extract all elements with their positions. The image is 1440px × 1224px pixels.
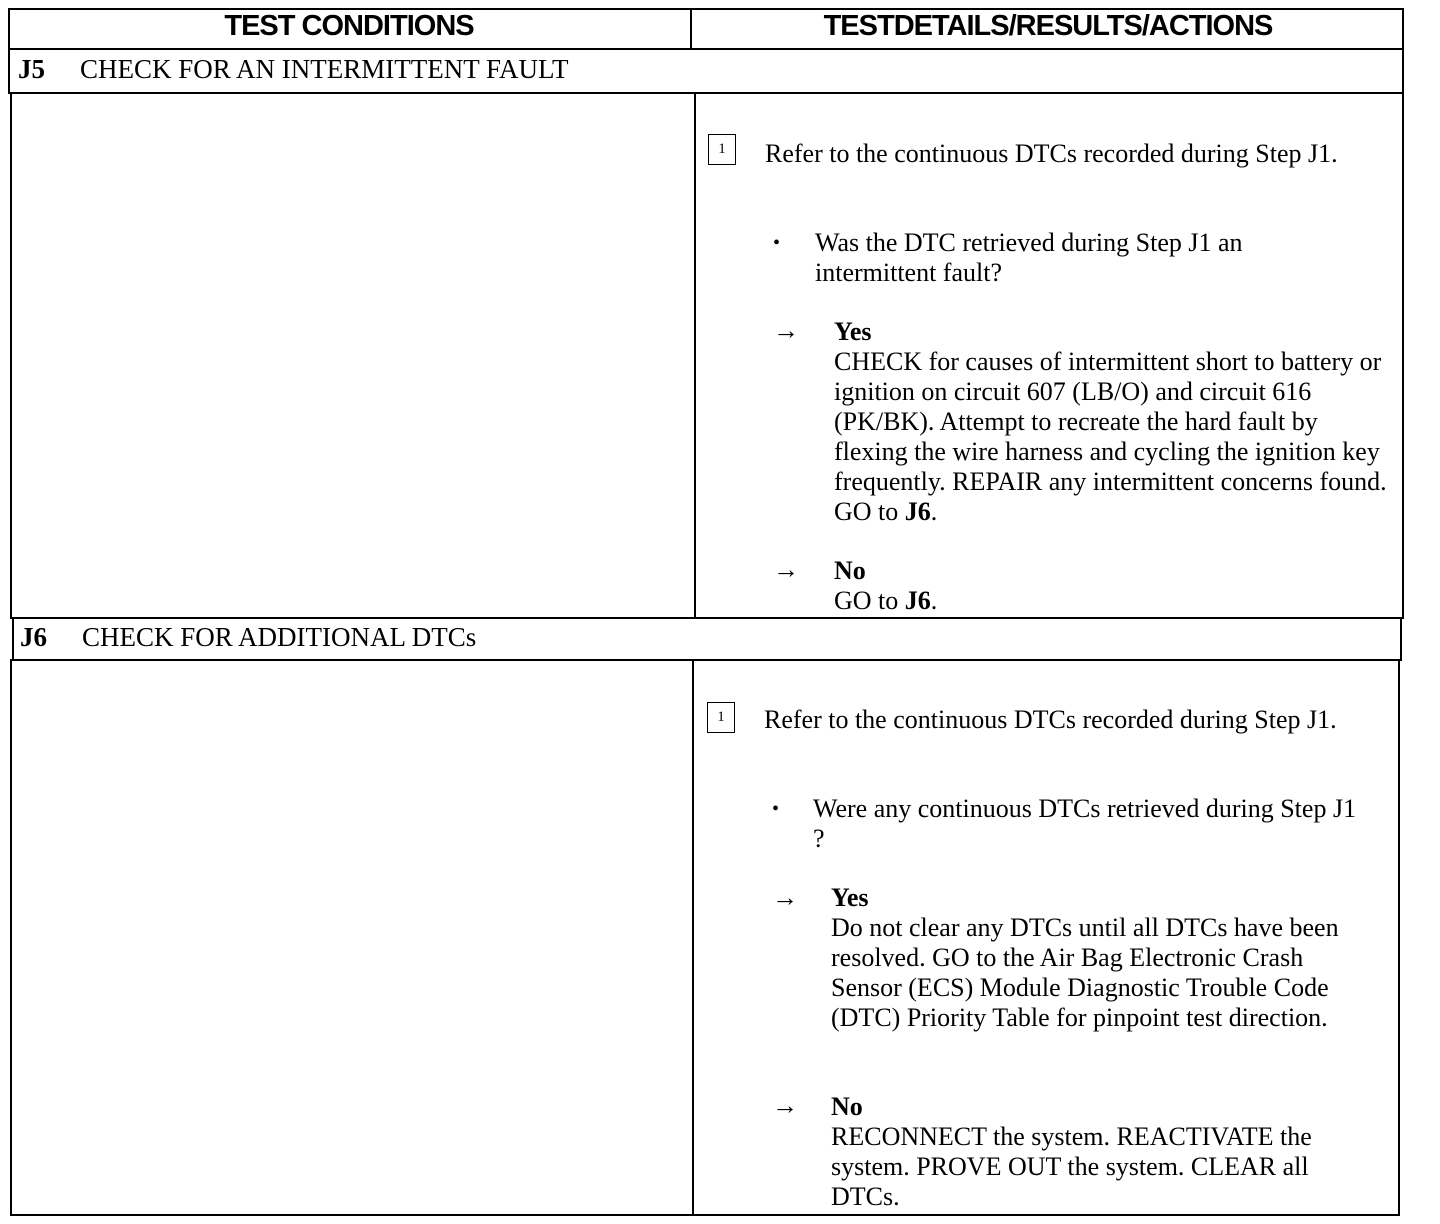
step-j6-question: Were any continuous DTCs retrieved during Step J1 ? xyxy=(813,794,1357,853)
step-j6-title xyxy=(20,622,476,653)
step-j5-bullet: • xyxy=(773,232,781,254)
step-j6-no-block xyxy=(831,1092,1371,1212)
step-j5-yes-block: Yes CHECK for causes of intermittent short to battery or ignition on circuit 607 (LB/O) and circuit 616 (PK/BK). Attempt to recreate the hard fault by flexing the wire harness and cycling the ignition key frequently. REPAIR any intermittent concerns found. GO to J6. xyxy=(834,317,1394,527)
step-j6-instruction: Refer to the continuous DTCs recorded during Step J1. xyxy=(764,705,1337,734)
step-j5-item-number: 1 xyxy=(708,134,736,165)
header-test-details: TESTDETAILS/RESULTS/ACTIONS xyxy=(823,10,1273,42)
step-j5-yes-arrow-icon: → xyxy=(773,316,799,345)
step-j5-no-block: No GO to J6. xyxy=(834,556,1394,616)
step-j5-yes-label: Yes xyxy=(834,317,872,346)
step-j5-no-text: GO to xyxy=(834,586,899,615)
step-j5-id: J5 xyxy=(18,54,45,84)
step-j6-id: J6 xyxy=(20,622,47,652)
step-j5-no-arrow-icon: → xyxy=(773,555,799,584)
step-j5-heading: CHECK FOR AN INTERMITTENT FAULT xyxy=(80,54,569,84)
step-j5-yes-text: CHECK for causes of intermittent short to battery or ignition on circuit 607 (LB/O) and circuit 616 (PK/BK). Attempt to recreate the hard fault by flexing the wire harness and cycling the ignition key frequently. REPAIR any intermittent concerns found. GO to xyxy=(834,347,1387,526)
step-j5-divider xyxy=(694,92,696,619)
step-j6-no-arrow-icon: → xyxy=(772,1091,798,1120)
step-j5-instruction: Refer to the continuous DTCs recorded during Step J1. xyxy=(765,139,1338,168)
step-j6-item-number: 1 xyxy=(707,702,735,733)
step-j5-yes-ref: J6 xyxy=(904,497,931,526)
header-test-conditions: TEST CONDITIONS xyxy=(224,10,474,42)
step-j6-no-label: No xyxy=(831,1092,863,1121)
step-j5-question: Was the DTC retrieved during Step J1 an intermittent fault? xyxy=(815,228,1243,287)
step-j5-no-ref: J6 xyxy=(904,586,931,615)
step-j6-yes-label: Yes xyxy=(831,883,869,912)
step-j5-title xyxy=(18,54,569,85)
step-j6-yes-text: Do not clear any DTCs until all DTCs have been resolved. GO to the Air Bag Electronic Crash Sensor (ECS) Module Diagnostic Trouble Code (DTC) Priority Table for pinpoint test direction. xyxy=(831,913,1339,1032)
step-j6-yes-arrow-icon: → xyxy=(772,883,798,912)
step-j6-bullet: • xyxy=(772,798,780,820)
step-j6-divider xyxy=(692,659,694,1216)
step-j5-no-label: No xyxy=(834,556,866,585)
step-j6-yes-block xyxy=(831,883,1371,1033)
step-j6-no-text: RECONNECT the system. REACTIVATE the system. PROVE OUT the system. CLEAR all DTCs. xyxy=(831,1122,1312,1211)
step-j6-heading: CHECK FOR ADDITIONAL DTCs xyxy=(82,622,477,652)
